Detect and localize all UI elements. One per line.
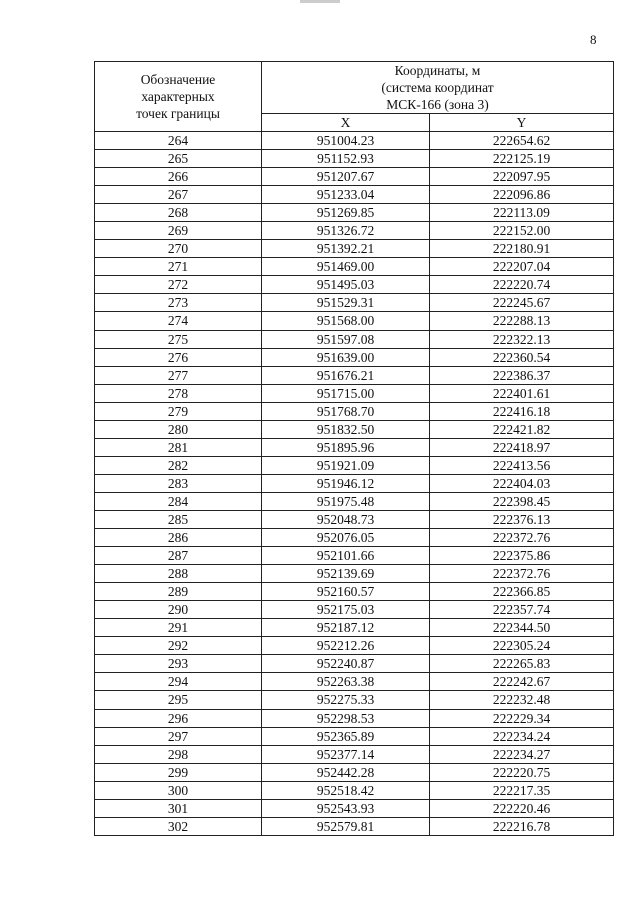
x-coordinate-cell: 951768.70 — [262, 402, 430, 420]
table-row — [95, 240, 614, 258]
point-cell: 292 — [95, 637, 262, 655]
x-coordinate-cell: 951469.00 — [262, 258, 430, 276]
y-coordinate-cell: 222372.76 — [430, 529, 614, 547]
x-coordinate-cell: 951715.00 — [262, 384, 430, 402]
table-row — [95, 330, 614, 348]
y-coordinate-cell: 222217.35 — [430, 781, 614, 799]
y-coordinate-cell: 222152.00 — [430, 222, 614, 240]
table-row — [95, 601, 614, 619]
table-row — [95, 438, 614, 456]
table-row — [95, 655, 614, 673]
point-header-line: Обозначение — [140, 72, 216, 87]
point-cell: 286 — [95, 529, 262, 547]
table-header-row — [95, 62, 614, 114]
point-cell: 269 — [95, 222, 262, 240]
table-row — [95, 276, 614, 294]
x-coordinate-cell: 952212.26 — [262, 637, 430, 655]
table-row — [95, 294, 614, 312]
x-coordinate-cell: 952101.66 — [262, 547, 430, 565]
table-row — [95, 420, 614, 438]
x-coordinate-cell: 951975.48 — [262, 492, 430, 510]
point-header-line: характерных — [141, 89, 215, 104]
y-coordinate-cell: 222322.13 — [430, 330, 614, 348]
point-cell: 301 — [95, 799, 262, 817]
y-coordinate-cell: 222416.18 — [430, 402, 614, 420]
y-coordinate-cell: 222357.74 — [430, 601, 614, 619]
x-coordinate-cell: 952365.89 — [262, 727, 430, 745]
table-row — [95, 384, 614, 402]
page-number: 8 — [590, 32, 597, 47]
point-cell: 289 — [95, 583, 262, 601]
table-row — [95, 781, 614, 799]
table-row — [95, 258, 614, 276]
y-coordinate-cell: 222113.09 — [430, 204, 614, 222]
table-row — [95, 366, 614, 384]
x-coordinate-cell: 951207.67 — [262, 168, 430, 186]
coords-header-line: (система координат — [381, 80, 494, 95]
y-coordinate-cell: 222654.62 — [430, 132, 614, 150]
point-cell: 295 — [95, 691, 262, 709]
x-coordinate-cell: 951233.04 — [262, 186, 430, 204]
table-row — [95, 348, 614, 366]
table-row — [95, 510, 614, 528]
point-header-line: точек границы — [136, 106, 220, 121]
table-row — [95, 312, 614, 330]
x-coordinate-cell: 952240.87 — [262, 655, 430, 673]
point-cell: 265 — [95, 150, 262, 168]
point-cell: 287 — [95, 547, 262, 565]
x-coordinate-cell: 952518.42 — [262, 781, 430, 799]
table-row — [95, 150, 614, 168]
y-coordinate-cell: 222421.82 — [430, 420, 614, 438]
x-coordinate-cell: 952543.93 — [262, 799, 430, 817]
table-row — [95, 492, 614, 510]
y-coordinate-cell: 222242.67 — [430, 673, 614, 691]
y-column-header: Y — [430, 114, 614, 132]
point-cell: 281 — [95, 438, 262, 456]
table-row — [95, 619, 614, 637]
y-coordinate-cell: 222386.37 — [430, 366, 614, 384]
table-row — [95, 799, 614, 817]
table-row — [95, 456, 614, 474]
table-row — [95, 817, 614, 835]
table-row — [95, 186, 614, 204]
point-cell: 283 — [95, 474, 262, 492]
y-coordinate-cell: 222216.78 — [430, 817, 614, 835]
x-coordinate-cell: 951597.08 — [262, 330, 430, 348]
x-coordinate-cell: 952377.14 — [262, 745, 430, 763]
y-coordinate-cell: 222234.27 — [430, 745, 614, 763]
x-coordinate-cell: 951152.93 — [262, 150, 430, 168]
point-cell: 266 — [95, 168, 262, 186]
point-cell: 264 — [95, 132, 262, 150]
x-coordinate-cell: 952076.05 — [262, 529, 430, 547]
point-cell: 271 — [95, 258, 262, 276]
y-coordinate-cell: 222125.19 — [430, 150, 614, 168]
y-coordinate-cell: 222245.67 — [430, 294, 614, 312]
x-coordinate-cell: 951832.50 — [262, 420, 430, 438]
x-coordinate-cell: 951392.21 — [262, 240, 430, 258]
point-cell: 288 — [95, 565, 262, 583]
point-cell: 273 — [95, 294, 262, 312]
x-coordinate-cell: 951639.00 — [262, 348, 430, 366]
table-row — [95, 709, 614, 727]
table-row — [95, 691, 614, 709]
y-coordinate-cell: 222372.76 — [430, 565, 614, 583]
table-row — [95, 222, 614, 240]
x-coordinate-cell: 951921.09 — [262, 456, 430, 474]
x-coordinate-cell: 951495.03 — [262, 276, 430, 294]
x-column-header: X — [262, 114, 430, 132]
x-coordinate-cell: 951529.31 — [262, 294, 430, 312]
point-cell: 282 — [95, 456, 262, 474]
x-coordinate-cell: 952298.53 — [262, 709, 430, 727]
table-row — [95, 565, 614, 583]
table-row — [95, 204, 614, 222]
point-cell: 277 — [95, 366, 262, 384]
point-cell: 297 — [95, 727, 262, 745]
point-cell: 294 — [95, 673, 262, 691]
table-row — [95, 529, 614, 547]
y-coordinate-cell: 222375.86 — [430, 547, 614, 565]
point-cell: 298 — [95, 745, 262, 763]
y-coordinate-cell: 222234.24 — [430, 727, 614, 745]
y-coordinate-cell: 222344.50 — [430, 619, 614, 637]
y-coordinate-cell: 222288.13 — [430, 312, 614, 330]
table-body — [95, 132, 614, 836]
table-row — [95, 583, 614, 601]
table-row — [95, 727, 614, 745]
y-coordinate-cell: 222401.61 — [430, 384, 614, 402]
x-coordinate-cell: 951946.12 — [262, 474, 430, 492]
coordinates-header — [262, 62, 614, 114]
y-coordinate-cell: 222220.75 — [430, 763, 614, 781]
point-cell: 274 — [95, 312, 262, 330]
point-cell: 275 — [95, 330, 262, 348]
y-coordinate-cell: 222096.86 — [430, 186, 614, 204]
y-coordinate-cell: 222220.46 — [430, 799, 614, 817]
y-coordinate-cell: 222360.54 — [430, 348, 614, 366]
x-coordinate-cell: 952442.28 — [262, 763, 430, 781]
point-cell: 267 — [95, 186, 262, 204]
point-cell: 302 — [95, 817, 262, 835]
table-row — [95, 132, 614, 150]
x-coordinate-cell: 952139.69 — [262, 565, 430, 583]
table-row — [95, 402, 614, 420]
x-coordinate-cell: 952275.33 — [262, 691, 430, 709]
x-coordinate-cell: 952175.03 — [262, 601, 430, 619]
y-coordinate-cell: 222265.83 — [430, 655, 614, 673]
y-coordinate-cell: 222418.97 — [430, 438, 614, 456]
y-coordinate-cell: 222229.34 — [430, 709, 614, 727]
point-cell: 296 — [95, 709, 262, 727]
x-coordinate-cell: 951568.00 — [262, 312, 430, 330]
coordinates-table — [94, 61, 614, 836]
point-cell: 278 — [95, 384, 262, 402]
point-cell: 285 — [95, 510, 262, 528]
x-coordinate-cell: 951004.23 — [262, 132, 430, 150]
x-coordinate-cell: 951895.96 — [262, 438, 430, 456]
x-coordinate-cell: 951676.21 — [262, 366, 430, 384]
y-coordinate-cell: 222376.13 — [430, 510, 614, 528]
point-cell: 300 — [95, 781, 262, 799]
table-row — [95, 763, 614, 781]
x-coordinate-cell: 952579.81 — [262, 817, 430, 835]
point-cell: 272 — [95, 276, 262, 294]
x-coordinate-cell: 951326.72 — [262, 222, 430, 240]
y-coordinate-cell: 222404.03 — [430, 474, 614, 492]
y-coordinate-cell: 222232.48 — [430, 691, 614, 709]
table-row — [95, 673, 614, 691]
point-cell: 268 — [95, 204, 262, 222]
point-cell: 290 — [95, 601, 262, 619]
point-cell: 284 — [95, 492, 262, 510]
y-coordinate-cell: 222097.95 — [430, 168, 614, 186]
table-row — [95, 637, 614, 655]
table-row — [95, 474, 614, 492]
point-cell: 276 — [95, 348, 262, 366]
point-designation-header — [95, 62, 262, 132]
x-coordinate-cell: 952187.12 — [262, 619, 430, 637]
point-cell: 280 — [95, 420, 262, 438]
x-coordinate-cell: 951269.85 — [262, 204, 430, 222]
coords-header-line: Координаты, м — [394, 63, 481, 78]
table-row — [95, 745, 614, 763]
x-coordinate-cell: 952263.38 — [262, 673, 430, 691]
point-cell: 293 — [95, 655, 262, 673]
y-coordinate-cell: 222413.56 — [430, 456, 614, 474]
table-row — [95, 547, 614, 565]
x-coordinate-cell: 952160.57 — [262, 583, 430, 601]
y-coordinate-cell: 222398.45 — [430, 492, 614, 510]
x-coordinate-cell: 952048.73 — [262, 510, 430, 528]
point-cell: 279 — [95, 402, 262, 420]
y-coordinate-cell: 222180.91 — [430, 240, 614, 258]
y-coordinate-cell: 222366.85 — [430, 583, 614, 601]
y-coordinate-cell: 222220.74 — [430, 276, 614, 294]
coords-header-line: МСК-166 (зона 3) — [386, 97, 489, 112]
point-cell: 291 — [95, 619, 262, 637]
point-cell: 299 — [95, 763, 262, 781]
point-cell: 270 — [95, 240, 262, 258]
scan-artifact — [300, 0, 340, 3]
y-coordinate-cell: 222207.04 — [430, 258, 614, 276]
y-coordinate-cell: 222305.24 — [430, 637, 614, 655]
table-row — [95, 168, 614, 186]
